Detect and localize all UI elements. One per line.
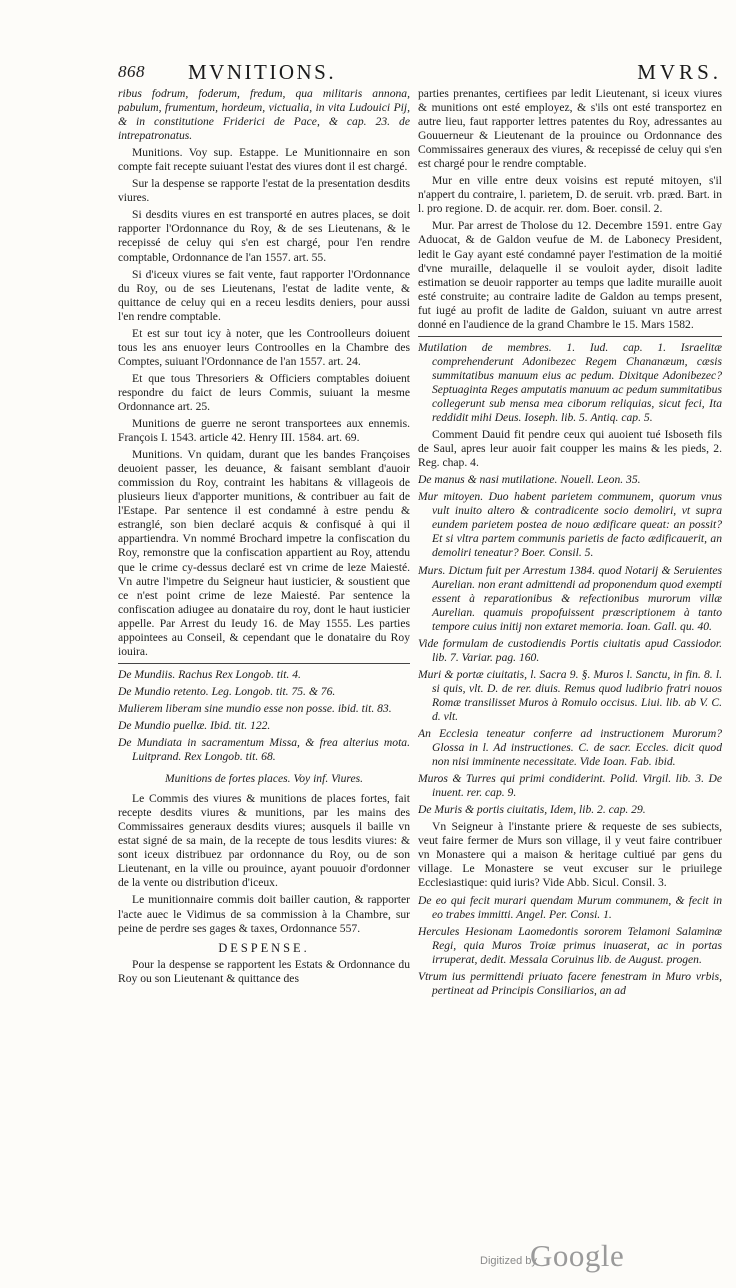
paragraph: Munitions de fortes places. Voy inf. Viures. (164, 772, 364, 786)
paragraph: Mur en ville entre deux voisins est reputé mitoyen, s'il n'appert du contraire, l. parietem, D. de seruit. vrb. præd. Bart. in l. pro regione. D. de acquir. rer. dom. Boer. consil. 2. (418, 174, 722, 216)
paragraph: Pour la despense se rapportent les Estats & Ordonnance du Roy ou son Lieutenant & quittance des (118, 957, 410, 985)
paragraph: De Mundio retento. Leg. Longob. tit. 75. & 76. (118, 684, 336, 698)
section-divider (118, 663, 410, 664)
paragraph: Murs. Dictum fuit per Arrestum 1384. quod Notarij & Seruientes Aurelian. non erant admittendi ad proponendum quod exempti essent à reparationibus & refectionibus murorum villæ Aurelian. quamuis propofuissent præscriptionem à tanto tempore cuius initij non extaret memoria. Ioan. Gall. qu. 40. (418, 563, 722, 633)
paragraph: Mur. Par arrest de Tholose du 12. Decembre 1591. entre Gay Aduocat, & de Galdon veufue de M. de Labonecy President, ledit le Gay ayant esté condamné payer l'estimation de la moitié d'vne muraille, delaquelle il se vouloit ayder, disoit ladite estimation se deuoir rapporter au temps que ladite muraille auoit esté construite; au contraire ladite de Galdon au temps present, fut iugé au profit de ladite de Galdon, suiuant vn autre arrest donné en l'audience de la grand Chambre le 15. Mars 1582. (418, 219, 722, 331)
paragraph: Muri & portæ ciuitatis, l. Sacra 9. §. Muros l. Sanctu, in fin. 8. l. si quis, vlt. D. de rer. diuis. Remus quod ludibrio fratri nouos Romæ transilisset Muros à Romulo occisus. Liui. lib. ab V. C. d. vlt. (418, 667, 722, 723)
right-column (418, 87, 722, 1227)
paragraph: Muros & Turres qui primi condiderint. Polid. Virgil. lib. 3. De inuent. rer. cap. 9. (418, 772, 722, 800)
paragraph: Vide formulam de custodiendis Portis ciuitatis apud Cassiodor. lib. 7. Variar. pag. 160. (418, 636, 722, 664)
paragraph: Et que tous Thresoriers & Officiers comptables doiuent respondre du faict de leurs Commis, suiuant la mesme Ordonnance art. 25. (118, 371, 410, 413)
paragraph: De Mundio puellæ. Ibid. tit. 122. (118, 718, 271, 732)
paragraph: Vn Seigneur à l'instante priere & requeste de ses subiects, veut faire fermer de Murs son village, il y veut faire contribuer vn Monastere qui a maison & heritage cultiué par gens du village. Le Monastere se veut excuser sur le priuilege Ecclesiastique: quid iuris? Vide Abb. Sicul. Consil. 3. (418, 820, 722, 890)
page-number: 868 (118, 62, 145, 81)
watermark-brand: Google (530, 1238, 625, 1273)
paragraph: Munitions. Vn quidam, durant que les bandes Françoises deuoient passer, les deuance, & faisant semblant d'auoir commission du Roy, contraint les habitans & villageois de plusieurs lieux d'apporter munitions, & contribuer au fait de l'Estape. Par sentence il est condamné à estre pendu & estranglé, son bien declaré acquis & confisqué à qui il appartiendra. Vn nommé Brochard impetre la confiscation du Roy, remonstre que la confiscation appartient au Roy, attendu que le crime cy-dessus declaré est vn crime de leze Maiesté. Vn autre l'impetre du Seigneur haut iusticier, & soustient que ce n'est point crime de leze Maiesté. Par sentence la confiscation adiugee au donataire du roy, dont le haut iusticier appelle. Par Arrest du Ieudy 16. de May 1555. Les parties appointees au Conseil, & cependant que le donataire du Roy iouira. (118, 448, 410, 658)
paragraph: An Ecclesia teneatur conferre ad instructionem Murorum? Glossa in l. Ad instructiones. C. de sacr. Eccles. dicit quod non nisi imminente necessitate. Vide Ioan. Fab. ibid. (418, 727, 722, 769)
running-header (118, 60, 722, 86)
paragraph: Si desdits viures en est transporté en autres places, se doit rapporter l'Ordonnance du Roy, & de ses Lieutenans, & le recepissé de celuy qui s'en est chargé, pour l'en rendre comptable, Ordonnance de l'an 1557. art. 55. (118, 208, 410, 264)
paragraph: De eo qui fecit murari quendam Murum communem, & fecit in eo trabes immitti. Angel. Per. Consi. 1. (418, 893, 722, 921)
paragraph: De manus & nasi mutilatione. Nouell. Leon. 35. (418, 473, 641, 487)
paragraph: Munitions de guerre ne seront transportees aux ennemis. François I. 1543. article 42. Henry III. 1584. art. 69. (118, 417, 410, 445)
paragraph: Comment Dauid fit pendre ceux qui auoient tué Isboseth fils de Saul, apres leur auoir fait coupper les mains & les pieds, 2. Reg. chap. 4. (418, 428, 722, 470)
running-title-right: MVRS. (637, 60, 722, 84)
paragraph: Si d'iceux viures se fait vente, faut rapporter l'Ordonnance du Roy, ou de ses Lieutenans, l'estat de ladite vente, & quittance de celuy qui en a receu lesdits deniers, pour aussi l'en rendre comptable. (118, 267, 410, 323)
paragraph: Le munitionnaire commis doit bailler caution, & rapporter l'acte auec le Vidimus de sa commission à la Chambre, sur peine de perdre ses gages & taxes, Ordonnance 557. (118, 893, 410, 935)
section-divider (418, 336, 722, 337)
paragraph: Munitions. Voy sup. Estappe. Le Munitionnaire en son compte fait recepte suiuant l'estat des viures dont il est chargé. (118, 146, 410, 174)
paragraph: ribus fodrum, foderum, fredum, qua militaris annona, pabulum, frumentum, hordeum, victualia, in vita Ludouici Pij, & in constitutione Friderici de Pace, & cap. 23. de intrepatronatus. (118, 87, 410, 143)
paragraph: Mulierem liberam sine mundio esse non posse. ibid. tit. 83. (118, 701, 392, 715)
running-title-left: MVNITIONS. (188, 60, 337, 84)
paragraph: Le Commis des viures & munitions de places fortes, fait recepte desdits viures & munitions, par les mains des Commissaires generaux desdits viures; ausquels il baille vn estat signé de sa main, de la recepte de tous lesdits viures: & sont iceux distribuez par ordonnance du Roy, ou de son Lieutenant, en la ville ou prouince, ayant pouuoir d'ordonner de la vente ou distribution d'iceux. (118, 792, 410, 890)
paragraph: Mur mitoyen. Duo habent parietem communem, quorum vnus vult inuito altero & contradicente socio demoliri, vt supra eundem parietem postea de nouo ædificare queat: an possit? Et si vltra partem communis parietis de facto ædificauerit, an demoliri teneatur? Boer. Consil. 5. (418, 490, 722, 560)
paragraph: De Mundiis. Rachus Rex Longob. tit. 4. (118, 667, 301, 681)
paragraph: De Mundiata in sacramentum Missa, & frea alterius mota. Luitprand. Rex Longob. tit. 68. (118, 736, 410, 764)
paragraph: parties prenantes, certifiees par ledit Lieutenant, si iceux viures & munitions ont esté employez, & s'ils ont esté transportez en autre lieu, faut rapporter lettres patentes du Roy, adressantes au Gouuerneur & Lieutenant de la prouince ou Ordonnance des Commissaires generaux des viures, & recepissé de celuy qui s'en est chargé pour le rendre comptable. (418, 87, 722, 171)
paragraph: Et est sur tout icy à noter, que les Controolleurs doiuent tous les ans enuoyer leurs Controolles en la Chambre des Comptes, suiuant l'Ordonnance de l'an 1557. art. 24. (118, 326, 410, 368)
paragraph: De Muris & portis ciuitatis, Idem, lib. 2. cap. 29. (418, 803, 646, 817)
paragraph: Mutilation de membres. 1. Iud. cap. 1. Israelitæ comprehenderunt Adonibezec Regem Chananæum, cæsis summitatibus manuum eius ac pedum. Dixitque Adonibezec? Septuaginta Reges amputatis manuum ac pedum summitatibus collegerunt sub mensa mea ciborum reliquias, sicut feci, Ita reddidit mihi Deus. Ioseph. lib. 5. Antiq. cap. 5. (418, 340, 722, 425)
watermark-prefix: Digitized by (480, 1255, 537, 1267)
paragraph: Hercules Hesionam Laomedontis sororem Telamoni Salaminæ Regi, quia Muros Troiæ primus inuaserat, ac in portas irruperat, dedit. Messala Coruinus lib. de August. progen. (418, 924, 722, 966)
google-watermark (480, 1238, 720, 1276)
paragraph: Sur la despense se rapporte l'estat de la presentation desdits viures. (118, 177, 410, 205)
paragraph: Vtrum ius permittendi priuato facere fenestram in Muro vrbis, pertineat ad Principis Consiliarios, an ad (418, 969, 722, 997)
paragraph: DESPENSE. (218, 940, 310, 955)
left-column (118, 87, 410, 1227)
